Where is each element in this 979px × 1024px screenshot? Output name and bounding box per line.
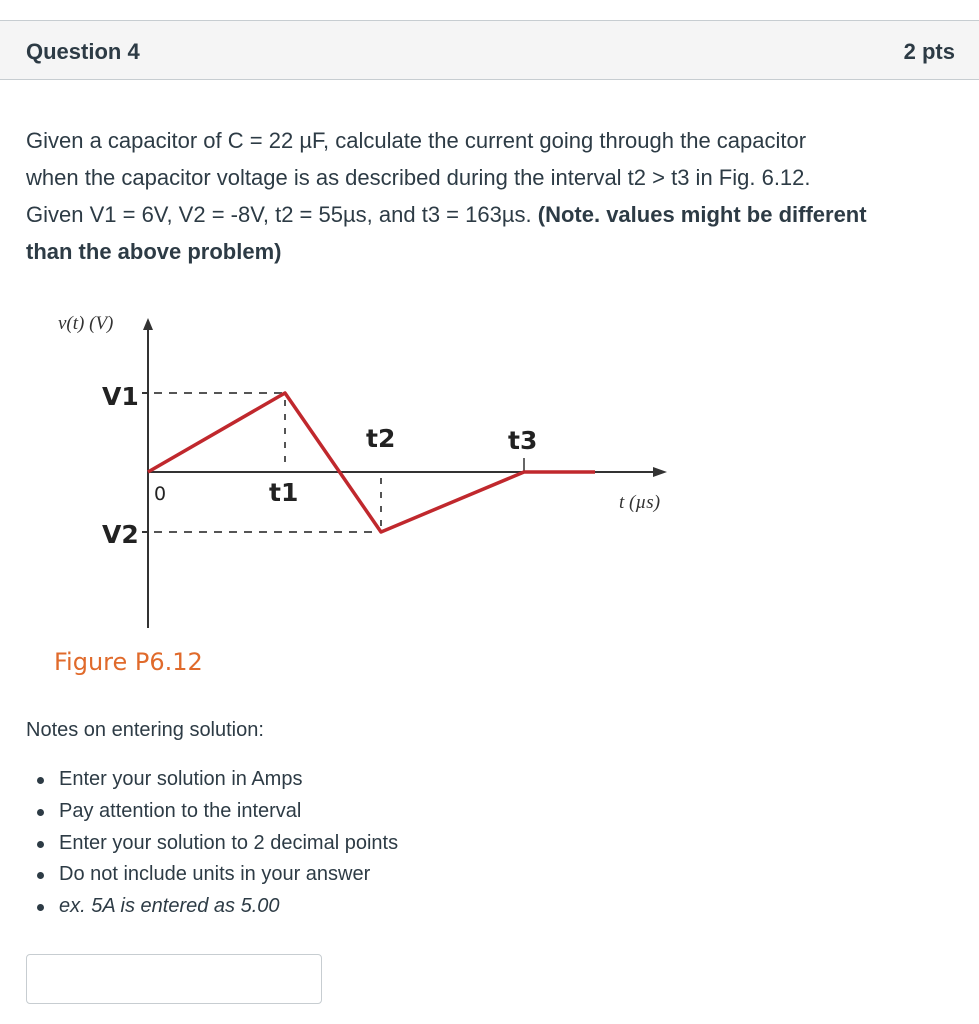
note-item: Enter your solution in Amps [32,764,398,796]
notes-heading: Notes on entering solution: [26,719,264,741]
question-note-bold: (Note. values might be different [537,202,867,227]
note-item: Do not include units in your answer [32,859,398,891]
question-text-line-2: when the capacitor voltage is as described during the interval t2 > t3 in Fig. 6.12. [26,165,811,190]
question-points: 2 pts [903,39,955,64]
origin-label: 0 [154,483,167,505]
t3-label: t3 [508,426,538,455]
y-axis-label: v(t) (V) [58,313,114,334]
voltage-waveform [148,393,595,532]
t2-label: t2 [366,424,396,453]
notes-list [32,764,398,923]
answer-input[interactable] [26,954,322,1004]
question-text [26,122,946,270]
v1-label: V1 [102,382,139,411]
note-item: Pay attention to the interval [32,796,398,828]
y-axis-arrow [143,318,153,330]
question-text-line-3 [26,196,946,233]
x-axis-arrow [653,467,667,477]
x-axis-label: t (µs) [619,492,661,513]
question-header [0,20,979,80]
note-item: Enter your solution to 2 decimal points [32,828,398,860]
t1-label: t1 [269,478,299,507]
figure-p6-12 [50,300,690,690]
question-title: Question 4 [26,39,140,64]
question-givens: Given V1 = 6V, V2 = -8V, t2 = 55µs, and t3 = 163µs. [26,202,538,227]
v2-label: V2 [102,520,139,549]
figure-caption: Figure P6.12 [54,648,203,676]
question-text-line-1: Given a capacitor of C = 22 µF, calculate the current going through the capacitor [26,128,807,153]
note-item-example: ex. 5A is entered as 5.00 [32,891,398,923]
question-text-line-4: than the above problem) [26,239,282,264]
